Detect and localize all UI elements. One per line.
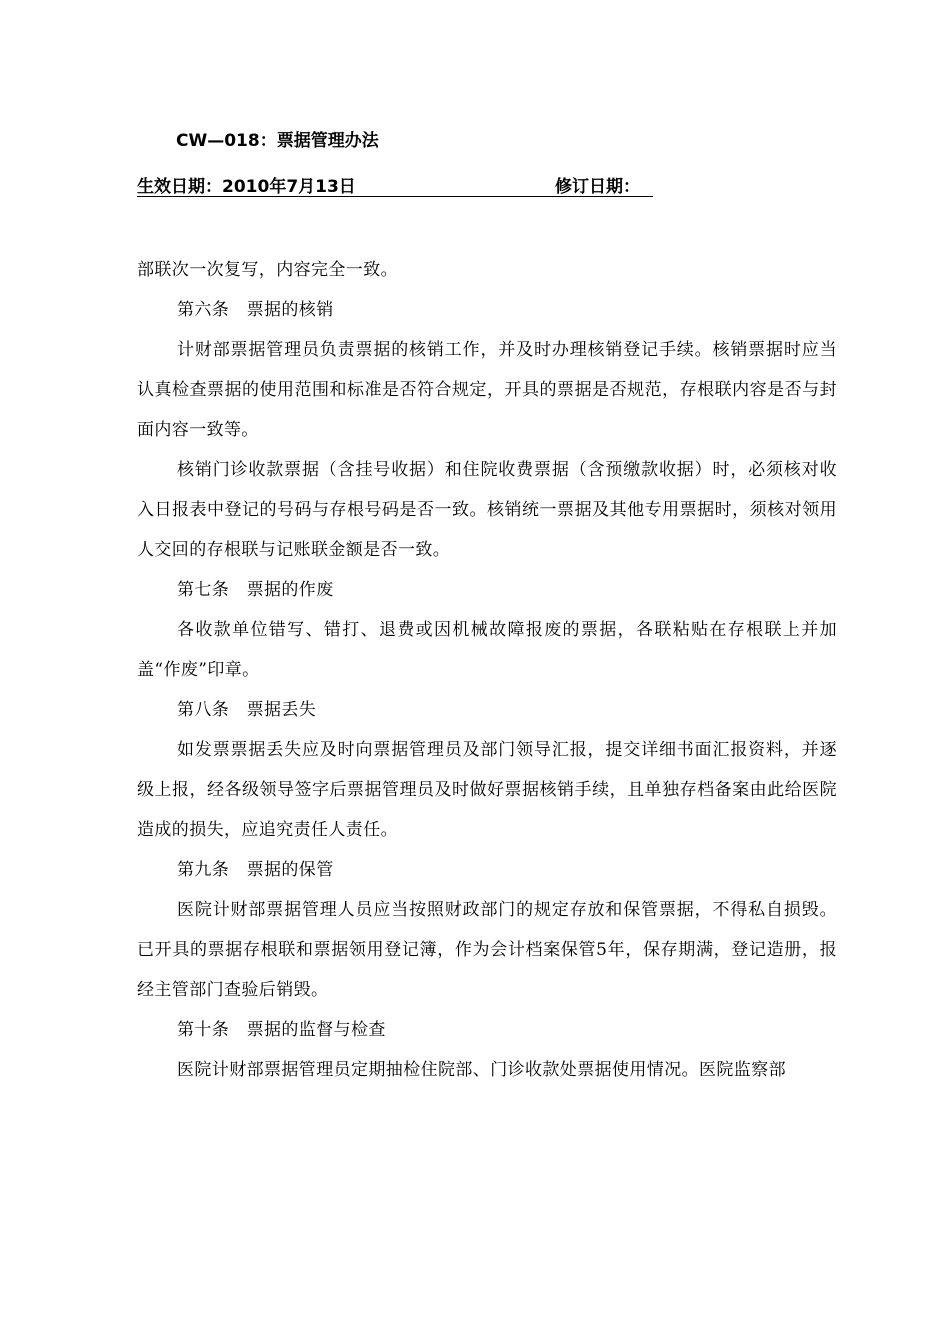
article-9-paragraph: 医院计财部票据管理人员应当按照财政部门的规定存放和保管票据，不得私自损毁。已开具的票据存根联和票据领用登记簿，作为会计档案保管5年，保存期满，登记造册，报经主管部门查验后销毁。 <box>137 900 837 1000</box>
paragraph-continuation: 部联次一次复写，内容完全一致。 <box>137 260 398 280</box>
revision-date: 修订日期： <box>555 177 640 197</box>
article-6-paragraph-1: 计财部票据管理员负责票据的核销工作，并及时办理核销登记手续。核销票据时应当认真检查票据的使用范围和标准是否符合规定，开具的票据是否规范，存根联内容是否与封面内容一致等。 <box>137 340 837 440</box>
article-9-heading: 第九条 票据的保管 <box>177 860 334 880</box>
date-line <box>137 172 653 197</box>
article-10-paragraph: 医院计财部票据管理员定期抽检住院部、门诊收款处票据使用情况。医院监察部 <box>177 1060 786 1080</box>
article-7-paragraph: 各收款单位错写、错打、退费或因机械故障报废的票据，各联粘贴在存根联上并加盖“作废”印章。 <box>137 620 837 680</box>
article-8-heading: 第八条 票据丢失 <box>177 700 317 720</box>
article-8-paragraph: 如发票票据丢失应及时向票据管理员及部门领导汇报，提交详细书面汇报资料，并逐级上报，经各级领导签字后票据管理员及时做好票据核销手续，且单独存档备案由此给医院造成的损失，应追究责任人责任。 <box>137 740 837 840</box>
article-10-heading: 第十条 票据的监督与检查 <box>177 1020 386 1040</box>
article-6-heading: 第六条 票据的核销 <box>177 300 334 320</box>
article-7-heading: 第七条 票据的作废 <box>177 580 334 600</box>
document-title: CW—018：票据管理办法 <box>176 131 379 151</box>
document-body <box>137 250 837 1090</box>
article-6-paragraph-2: 核销门诊收款票据（含挂号收据）和住院收费票据（含预缴款收据）时，必须核对收入日报表中登记的号码与存根号码是否一致。核销统一票据及其他专用票据时，须核对领用人交回的存根联与记账联金额是否一致。 <box>137 460 837 560</box>
effective-date: 生效日期：2010年7月13日 <box>137 177 356 197</box>
